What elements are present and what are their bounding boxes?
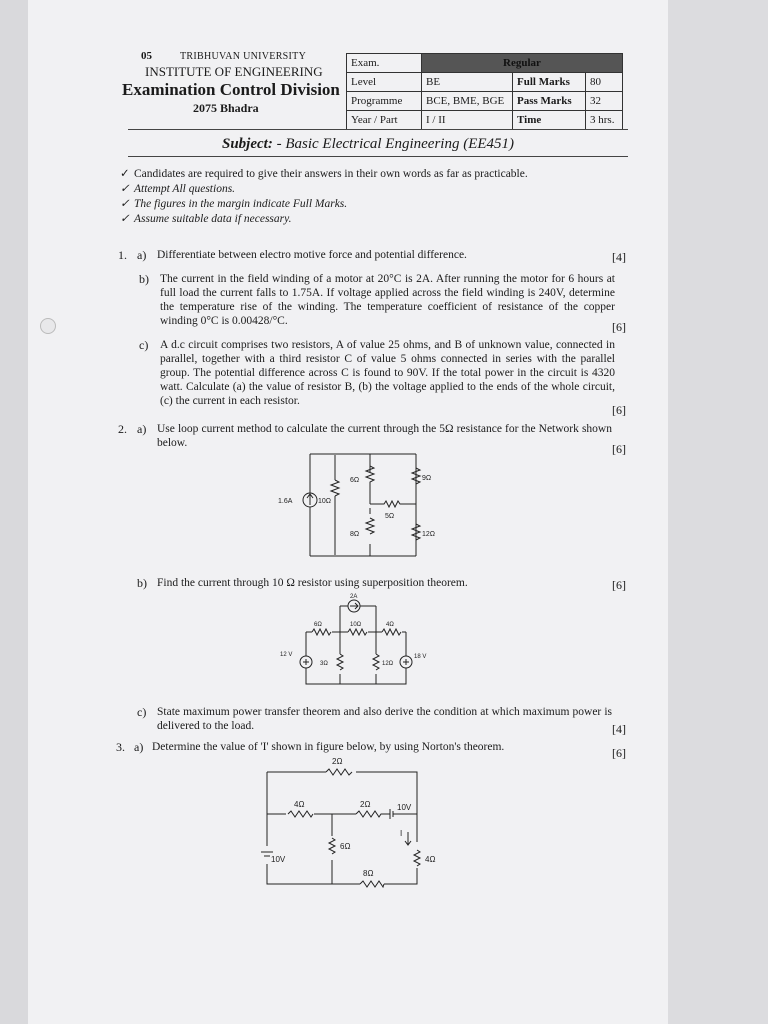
q2a-marks: [6]	[612, 442, 626, 456]
circuit3-r-right-label: 4Ω	[425, 855, 436, 864]
exam-meta-table	[346, 53, 623, 130]
circuit3-r-top-label: 2Ω	[332, 757, 343, 766]
full-marks-label: Full Marks	[513, 73, 586, 92]
q1a-label: a)	[137, 248, 147, 262]
q1b-marks: [6]	[612, 320, 626, 334]
pass-marks-value: 32	[586, 92, 623, 111]
year-part-value: I / II	[422, 111, 513, 130]
q2b-marks: [6]	[612, 578, 626, 592]
exam-date: 2075 Bhadra	[193, 101, 259, 115]
q1a-text: Differentiate between electro motive force and potential difference.	[157, 249, 467, 261]
circuit1-r1-label: 10Ω	[318, 498, 332, 505]
punch-hole-mark	[40, 318, 56, 334]
circuit2-v-right-label: 18 V	[414, 654, 427, 660]
q1c-label: c)	[139, 338, 149, 352]
circuit1-source-label: 1.6A	[278, 498, 293, 505]
exam-label: Exam.	[347, 54, 422, 73]
instruction-2: ✓ Attempt All questions.	[120, 183, 236, 195]
circuit1-r5-label: 5Ω	[385, 513, 395, 520]
q3a-label: a)	[134, 740, 144, 754]
circuit3-v-left-label: 10V	[271, 855, 286, 864]
check-icon: ✓	[120, 213, 130, 225]
circuit2-v-left-label: 12 V	[280, 652, 293, 658]
exam-value: Regular	[422, 54, 623, 73]
q2b-text: Find the current through 10 Ω resistor using superposition theorem.	[157, 577, 468, 589]
loop-current-circuit	[270, 452, 470, 560]
instruction-1: ✓ Candidates are required to give their answers in their own words as far as practicable.	[120, 168, 528, 180]
q2c-marks: [4]	[612, 722, 626, 736]
divider-top	[128, 129, 628, 130]
q1c-marks: [6]	[612, 403, 626, 417]
pass-marks-label: Pass Marks	[513, 92, 586, 111]
subject-line	[222, 136, 514, 153]
q3a-marks: [6]	[612, 746, 626, 760]
subject-prefix: Subject:	[222, 136, 273, 152]
q1b-label: b)	[139, 272, 149, 286]
subject-code: (EE451)	[463, 136, 515, 152]
q3a-text: Determine the value of 'I' shown in figure below, by using Norton's theorem.	[152, 741, 505, 753]
circuit3-r-mid-label: 2Ω	[360, 800, 371, 809]
check-icon: ✓	[120, 183, 130, 195]
instruction-3: ✓ The figures in the margin indicate Full Marks.	[120, 198, 348, 210]
circuit3-r-left-label: 4Ω	[294, 800, 305, 809]
q2a-label: a)	[137, 422, 147, 436]
paper-edge	[668, 0, 768, 1024]
circuit2-r-mid-label: 10Ω	[350, 622, 362, 628]
superposition-circuit	[276, 592, 436, 692]
circuit2-current-source-label: 2A	[350, 594, 358, 600]
circuit2-r-down-right-label: 12Ω	[382, 661, 394, 667]
circuit3-current-label: I	[400, 829, 403, 838]
institute-name: INSTITUTE OF ENGINEERING	[145, 64, 323, 79]
circuit1-r3-label: 8Ω	[350, 531, 360, 538]
q1c-text: A d.c circuit comprises two resistors, A of value 25 ohms, and B of unknown value, connected in parallel, together with a third resistor C of value 5 ohms connected in series with the parallel group. The potential difference across C is found to 90V. If the total power in the circuit is 4320 watt. Calculate (a) the value of resistor B, (b) the voltage applied to the ends of the whole circuit, (c) the current in each resistor.	[160, 339, 615, 407]
q3-number: 3.	[116, 740, 125, 754]
check-icon: ✓	[120, 168, 130, 180]
circuit3-v-mid-label: 10V	[397, 803, 412, 812]
year-part-label: Year / Part	[347, 111, 422, 130]
q2a-text: Use loop current method to calculate the current through the 5Ω resistance for the Network shown below.	[157, 423, 612, 449]
university-name: TRIBHUVAN UNIVERSITY	[180, 51, 307, 62]
circuit3-r-bottom-label: 8Ω	[363, 869, 374, 878]
q2b-label: b)	[137, 576, 147, 590]
circuit1-r4-label: 9Ω	[422, 475, 432, 482]
q1b-text: The current in the field winding of a motor at 20°C is 2A. After running the motor for 6 hours at full load the current falls to 1.75A. If voltage applied across the field winding is 240V, determine the temperature rise of the winding. The temperature coefficient of resistance of the copper winding 0°C is 0.00428/°C.	[160, 273, 615, 327]
circuit2-r-right-label: 4Ω	[386, 622, 394, 628]
paper-code: 05	[141, 50, 152, 62]
programme-label: Programme	[347, 92, 422, 111]
full-marks-value: 80	[586, 73, 623, 92]
subject-title: - Basic Electrical Engineering	[276, 136, 460, 152]
q2c-label: c)	[137, 705, 147, 719]
time-label: Time	[513, 111, 586, 130]
instruction-4: ✓ Assume suitable data if necessary.	[120, 213, 292, 225]
level-label: Level	[347, 73, 422, 92]
norton-circuit	[250, 752, 460, 888]
circuit2-r-left-label: 6Ω	[314, 622, 322, 628]
time-value: 3 hrs.	[586, 111, 623, 130]
q1a-marks: [4]	[612, 250, 626, 264]
divider-bottom	[128, 156, 628, 157]
programme-value: BCE, BME, BGE	[422, 92, 513, 111]
q2-number: 2.	[118, 422, 127, 436]
circuit2-r-down-left-label: 3Ω	[320, 661, 328, 667]
q1-number: 1.	[118, 248, 127, 262]
check-icon: ✓	[120, 198, 130, 210]
division-title: Examination Control Division	[122, 80, 340, 99]
circuit1-r2-label: 6Ω	[350, 477, 360, 484]
level-value: BE	[422, 73, 513, 92]
q2c-text: State maximum power transfer theorem and also derive the condition at which maximum power is delivered to the load.	[157, 706, 612, 732]
circuit1-r6-label: 12Ω	[422, 531, 436, 538]
circuit3-r-vert-label: 6Ω	[340, 842, 351, 851]
